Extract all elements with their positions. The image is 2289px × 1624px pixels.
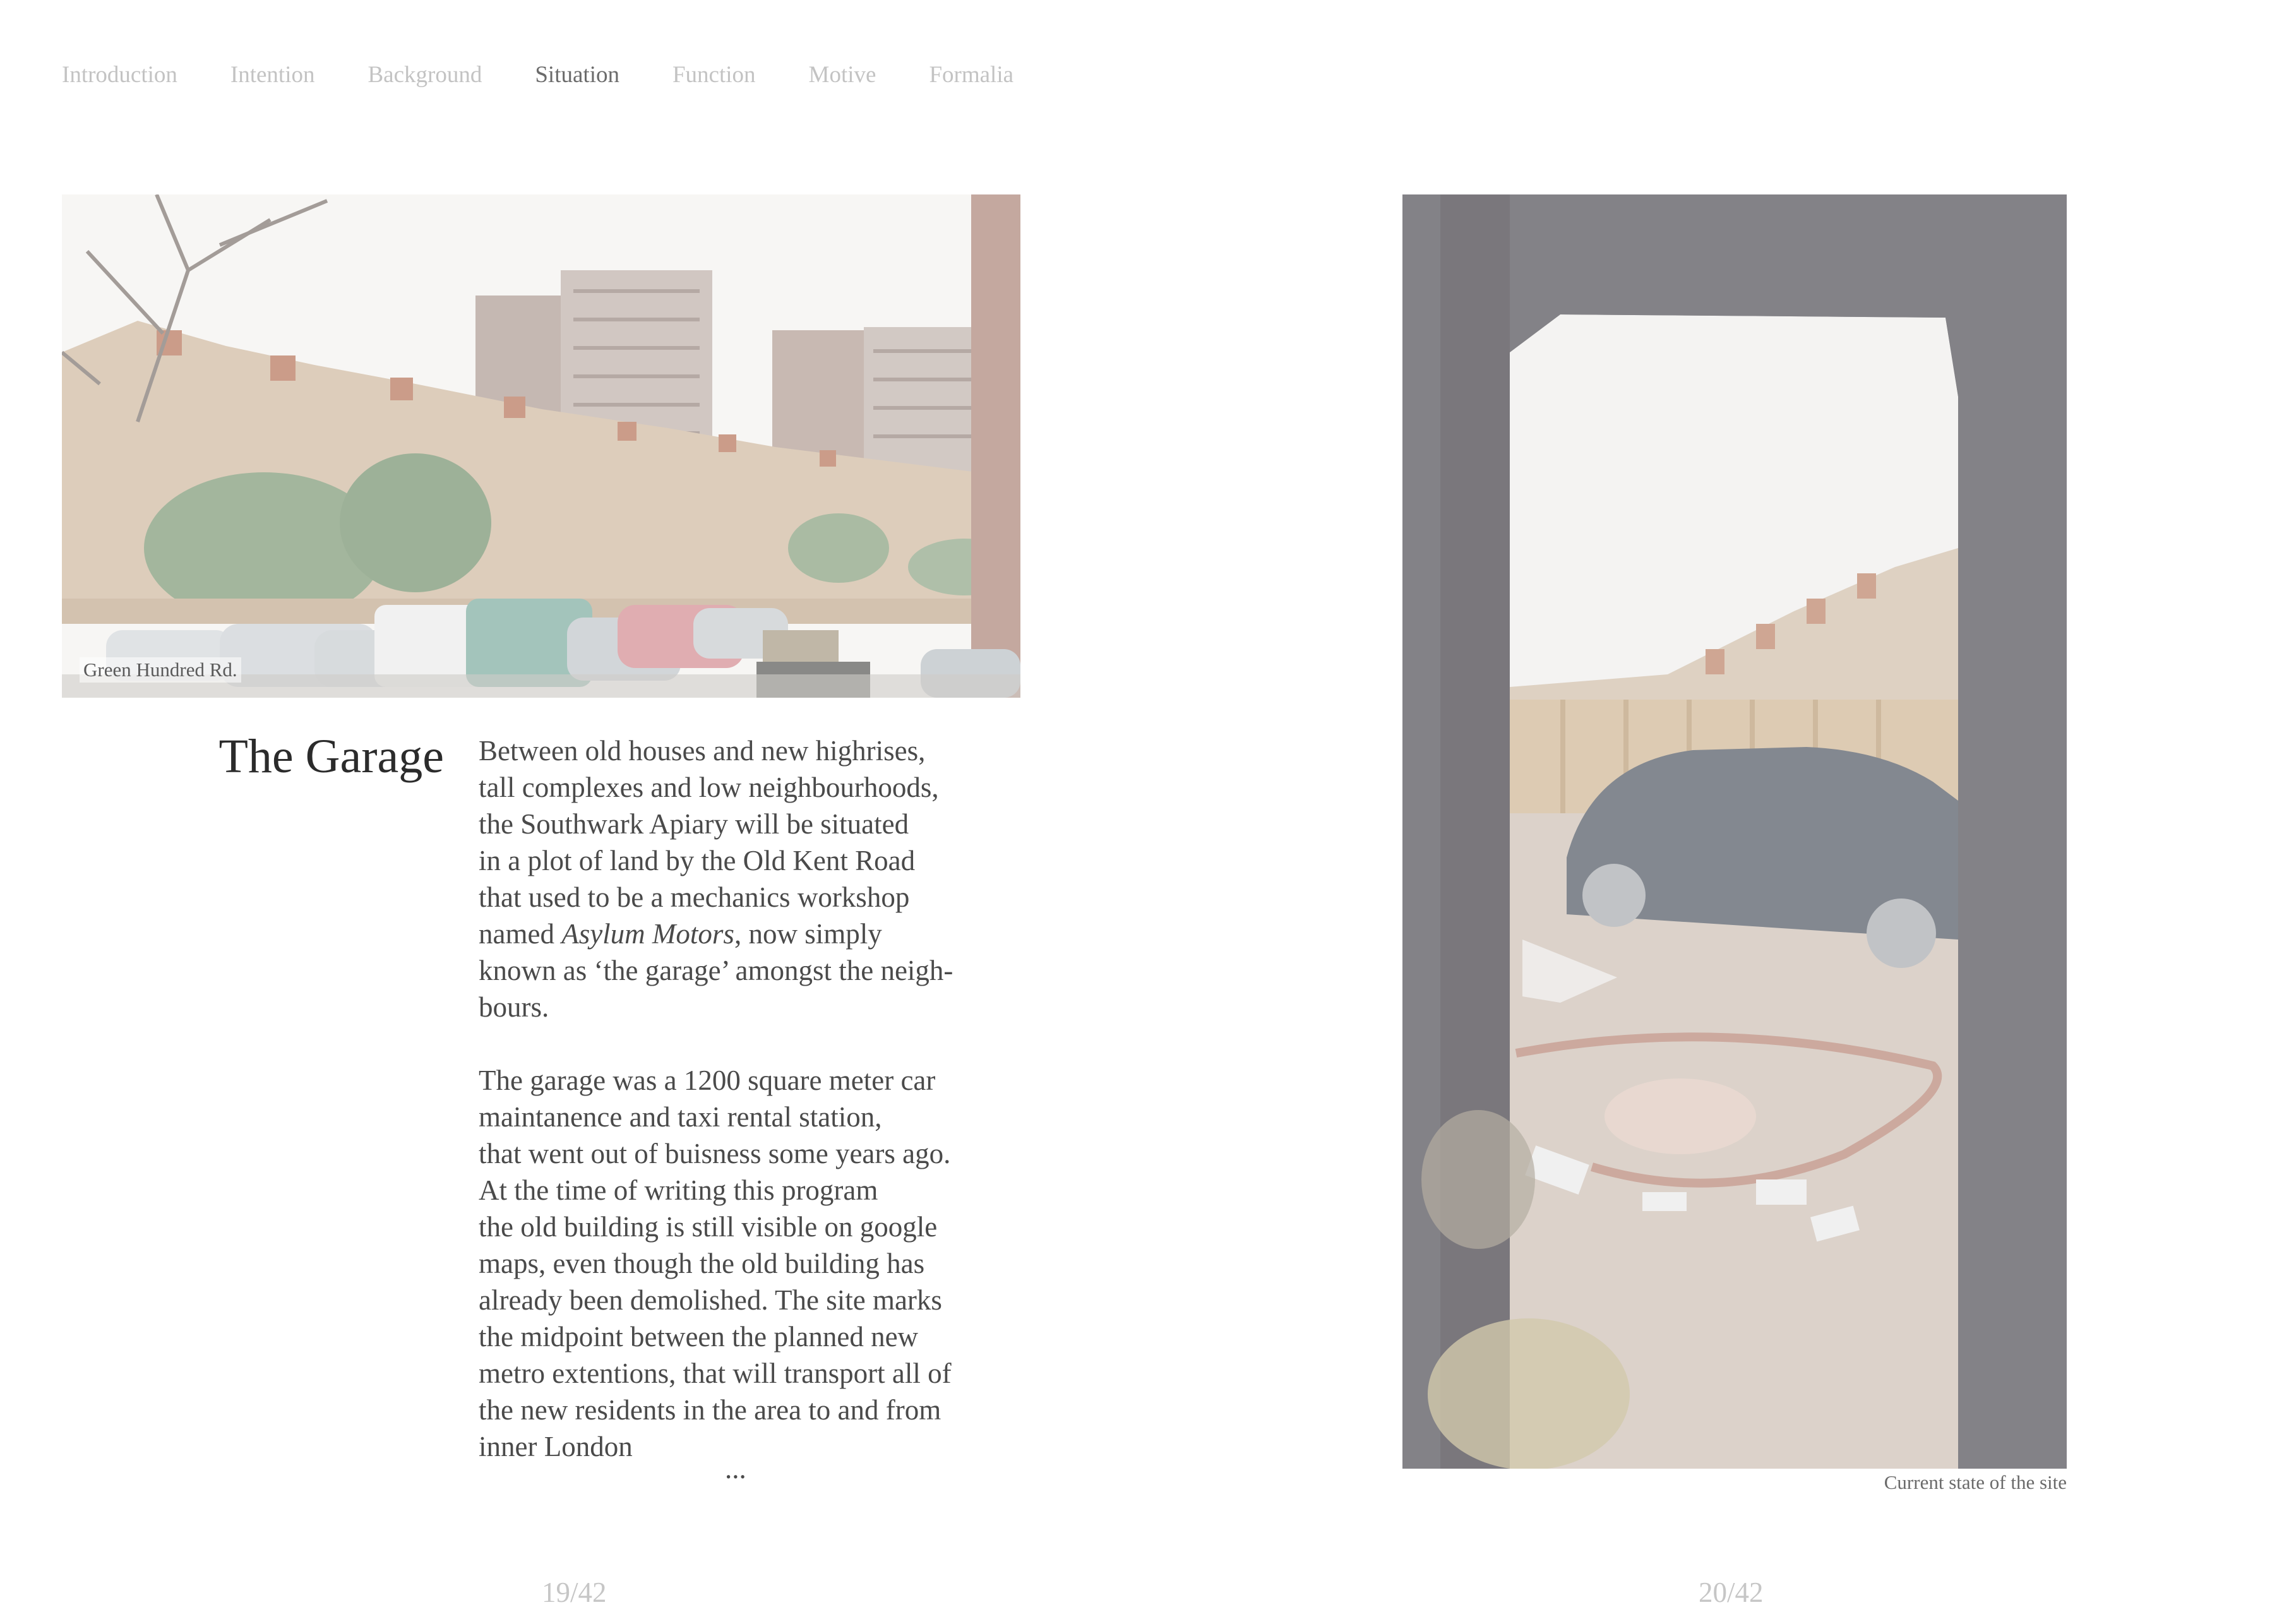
- page-number-right: 20/42: [1699, 1577, 1764, 1608]
- nav-item-function[interactable]: Function: [672, 61, 756, 88]
- named-suffix: , now simply: [734, 918, 882, 950]
- continuation-ellipsis: ...: [725, 1453, 746, 1484]
- text-line: that used to be a mechanics workshop: [479, 881, 910, 913]
- street-photo-image: [62, 194, 1020, 698]
- text-line: At the time of writing this program: [479, 1174, 878, 1206]
- paragraph-1: [479, 732, 1034, 1025]
- street-photo-caption: Green Hundred Rd.: [80, 657, 241, 683]
- text-line: maps, even though the old building has: [479, 1248, 925, 1279]
- text-line: tall complexes and low neighbourhoods,: [479, 772, 939, 803]
- page-number-left: 19/42: [542, 1577, 607, 1608]
- nav-item-motive[interactable]: Motive: [808, 61, 876, 88]
- text-line: [479, 916, 1034, 952]
- text-line: that went out of buisness some years ago.: [479, 1138, 951, 1169]
- nav-item-background[interactable]: Background: [368, 61, 482, 88]
- nav-item-introduction[interactable]: Introduction: [62, 61, 177, 88]
- paragraph-2: [479, 1062, 1034, 1465]
- page-title: The Garage: [218, 730, 444, 783]
- street-photo: [62, 194, 1020, 698]
- business-name: Asylum Motors: [561, 918, 734, 950]
- text-line: in a plot of land by the Old Kent Road: [479, 845, 916, 876]
- text-line: the new residents in the area to and from: [479, 1394, 941, 1426]
- text-line: the midpoint between the planned new: [479, 1321, 919, 1352]
- body-text: [479, 732, 1034, 1465]
- nav-item-intention[interactable]: Intention: [230, 61, 315, 88]
- site-photo-image: [1402, 194, 2067, 1469]
- nav-item-situation[interactable]: Situation: [535, 61, 619, 88]
- text-line: the Southwark Apiary will be situated: [479, 808, 909, 840]
- site-photo: [1402, 194, 2067, 1469]
- text-line: The garage was a 1200 square meter car: [479, 1065, 936, 1096]
- text-line: maintanence and taxi rental station,: [479, 1101, 882, 1133]
- text-line: the old building is still visible on google: [479, 1211, 938, 1243]
- text-line: inner London: [479, 1431, 633, 1462]
- text-line: already been demolished. The site marks: [479, 1284, 942, 1316]
- text-line: Between old houses and new highrises,: [479, 735, 926, 767]
- text-line: known as ‘the garage’ amongst the neigh-: [479, 955, 953, 986]
- section-nav: [62, 56, 1013, 93]
- text-line: metro extentions, that will transport all of: [479, 1358, 952, 1389]
- named-prefix: named: [479, 918, 562, 950]
- site-photo-caption: Current state of the site: [1884, 1471, 2067, 1493]
- nav-item-formalia[interactable]: Formalia: [929, 61, 1014, 88]
- text-line: bours.: [479, 991, 549, 1023]
